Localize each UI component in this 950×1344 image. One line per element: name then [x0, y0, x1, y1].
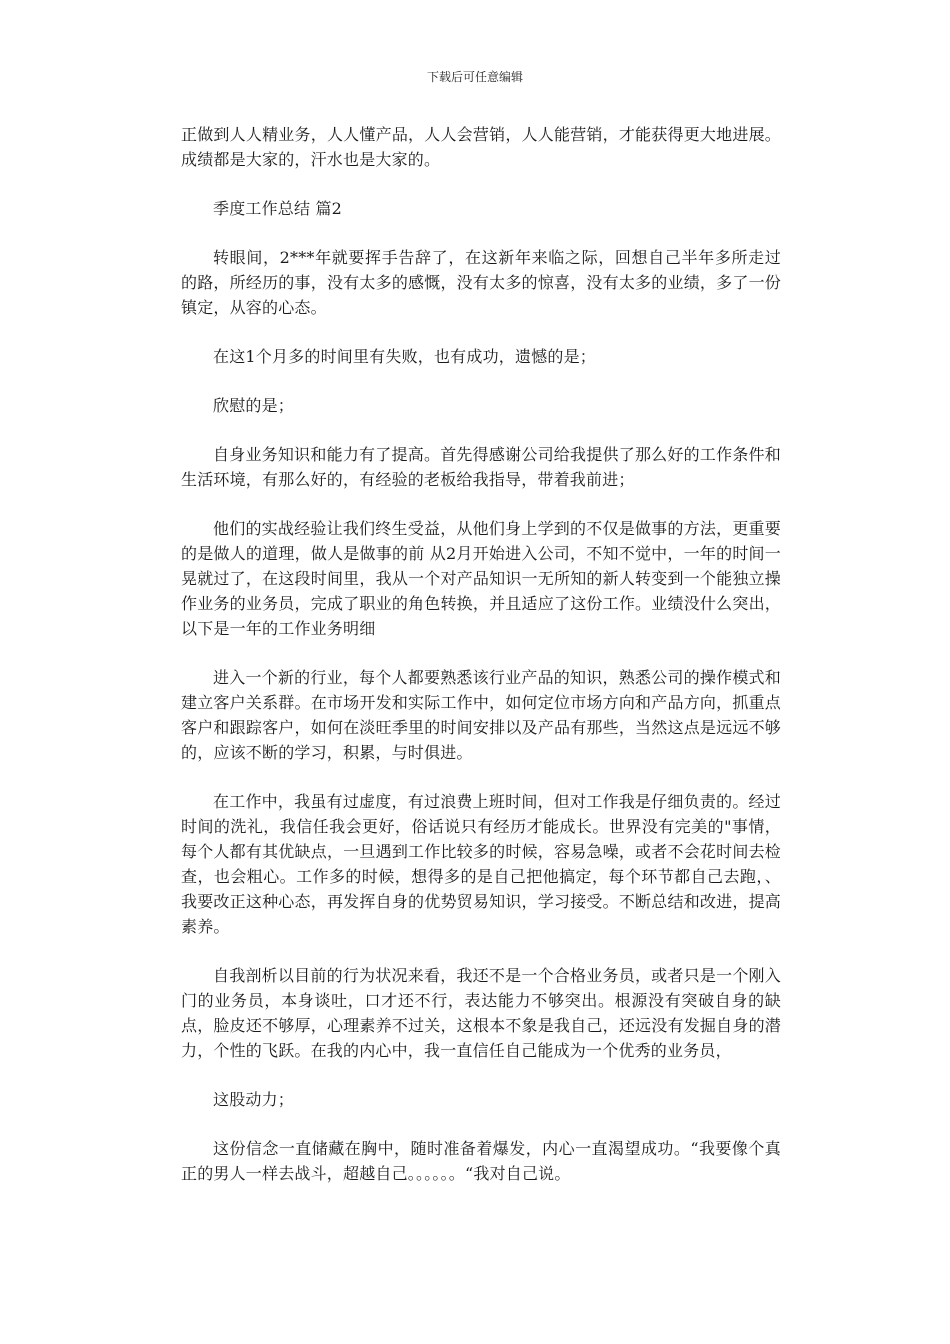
paragraph: 欣慰的是；	[213, 396, 295, 415]
paragraph: 自我剖析以目前的行为状况来看，我还不是一个合格业务员，或者只是一个刚入门的业务员，本身谈吐，口才还不行，表达能力不够突出。根源没有突破自身的缺点，脸皮还不够厚，心理素养不过关，这根本不象是我自己，还远没有发掘自身的潜力，个性的飞跃。在我的内心中，我一直信任自己能成为一个优秀的业务员，	[181, 966, 781, 1060]
page-header: 下载后可任意编辑	[426, 70, 523, 84]
paragraph: 他们的实战经验让我们终生受益，从他们身上学到的不仅是做事的方法，更重要的是做人的道理，做人是做事的前 从2月开始进入公司，不知不觉中，一年的时间一晃就过了，在这段时间里，我从一个对产品知识一无所知的新人转变到一个能独立操作业务的业务员，完成了职业的角色转换，并且适应了这份工作。业绩没什么突出，以下是一年的工作业务明细	[181, 519, 781, 638]
paragraph: 这份信念一直储藏在胸中，随时准备着爆发，内心一直渴望成功。“我要像个真正的男人一样去战斗，超越自己。。。。。。“我对自己说。	[181, 1139, 781, 1183]
paragraph: 转眼间，2***年就要挥手告辞了，在这新年来临之际，回想自己半年多所走过的路，所经历的事，没有太多的感慨，没有太多的惊喜，没有太多的业绩，多了一份镇定，从容的心态。	[181, 248, 781, 317]
paragraph: 这股动力；	[213, 1090, 295, 1109]
document-body	[181, 122, 781, 1210]
paragraph: 在工作中，我虽有过虚度，有过浪费上班时间，但对工作我是仔细负责的。经过时间的洗礼，我信任我会更好，俗话说只有经历才能成长。世界没有完美的"事情，每个人都有其优缺点，一旦遇到工作比较多的时候，容易急噪，或者不会花时间去检查，也会粗心。工作多的时候，想得多的是自己把他搞定，每个环节都自己去跑，、我要改正这种心态，再发挥自身的优势贸易知识，学习接受。不断总结和改进，提高素养。	[181, 792, 781, 936]
paragraph: 进入一个新的行业，每个人都要熟悉该行业产品的知识，熟悉公司的操作模式和建立客户关系群。在市场开发和实际工作中，如何定位市场方向和产品方向，抓重点客户和跟踪客户，如何在淡旺季里的时间安排以及产品有那些，当然这点是远远不够的，应该不断的学习，积累，与时俱进。	[181, 668, 781, 762]
paragraph: 在这1个月多的时间里有失败，也有成功，遗憾的是；	[213, 347, 596, 366]
paragraph: 自身业务知识和能力有了提高。首先得感谢公司给我提供了那么好的工作条件和生活环境，有那么好的，有经验的老板给我指导，带着我前进；	[181, 445, 781, 489]
paragraph-continuation: 正做到人人精业务，人人懂产品，人人会营销，人人能营销，才能获得更大地进展。成绩都是大家的，汗水也是大家的。	[181, 125, 781, 169]
section-heading: 季度工作总结 篇2	[213, 199, 343, 218]
